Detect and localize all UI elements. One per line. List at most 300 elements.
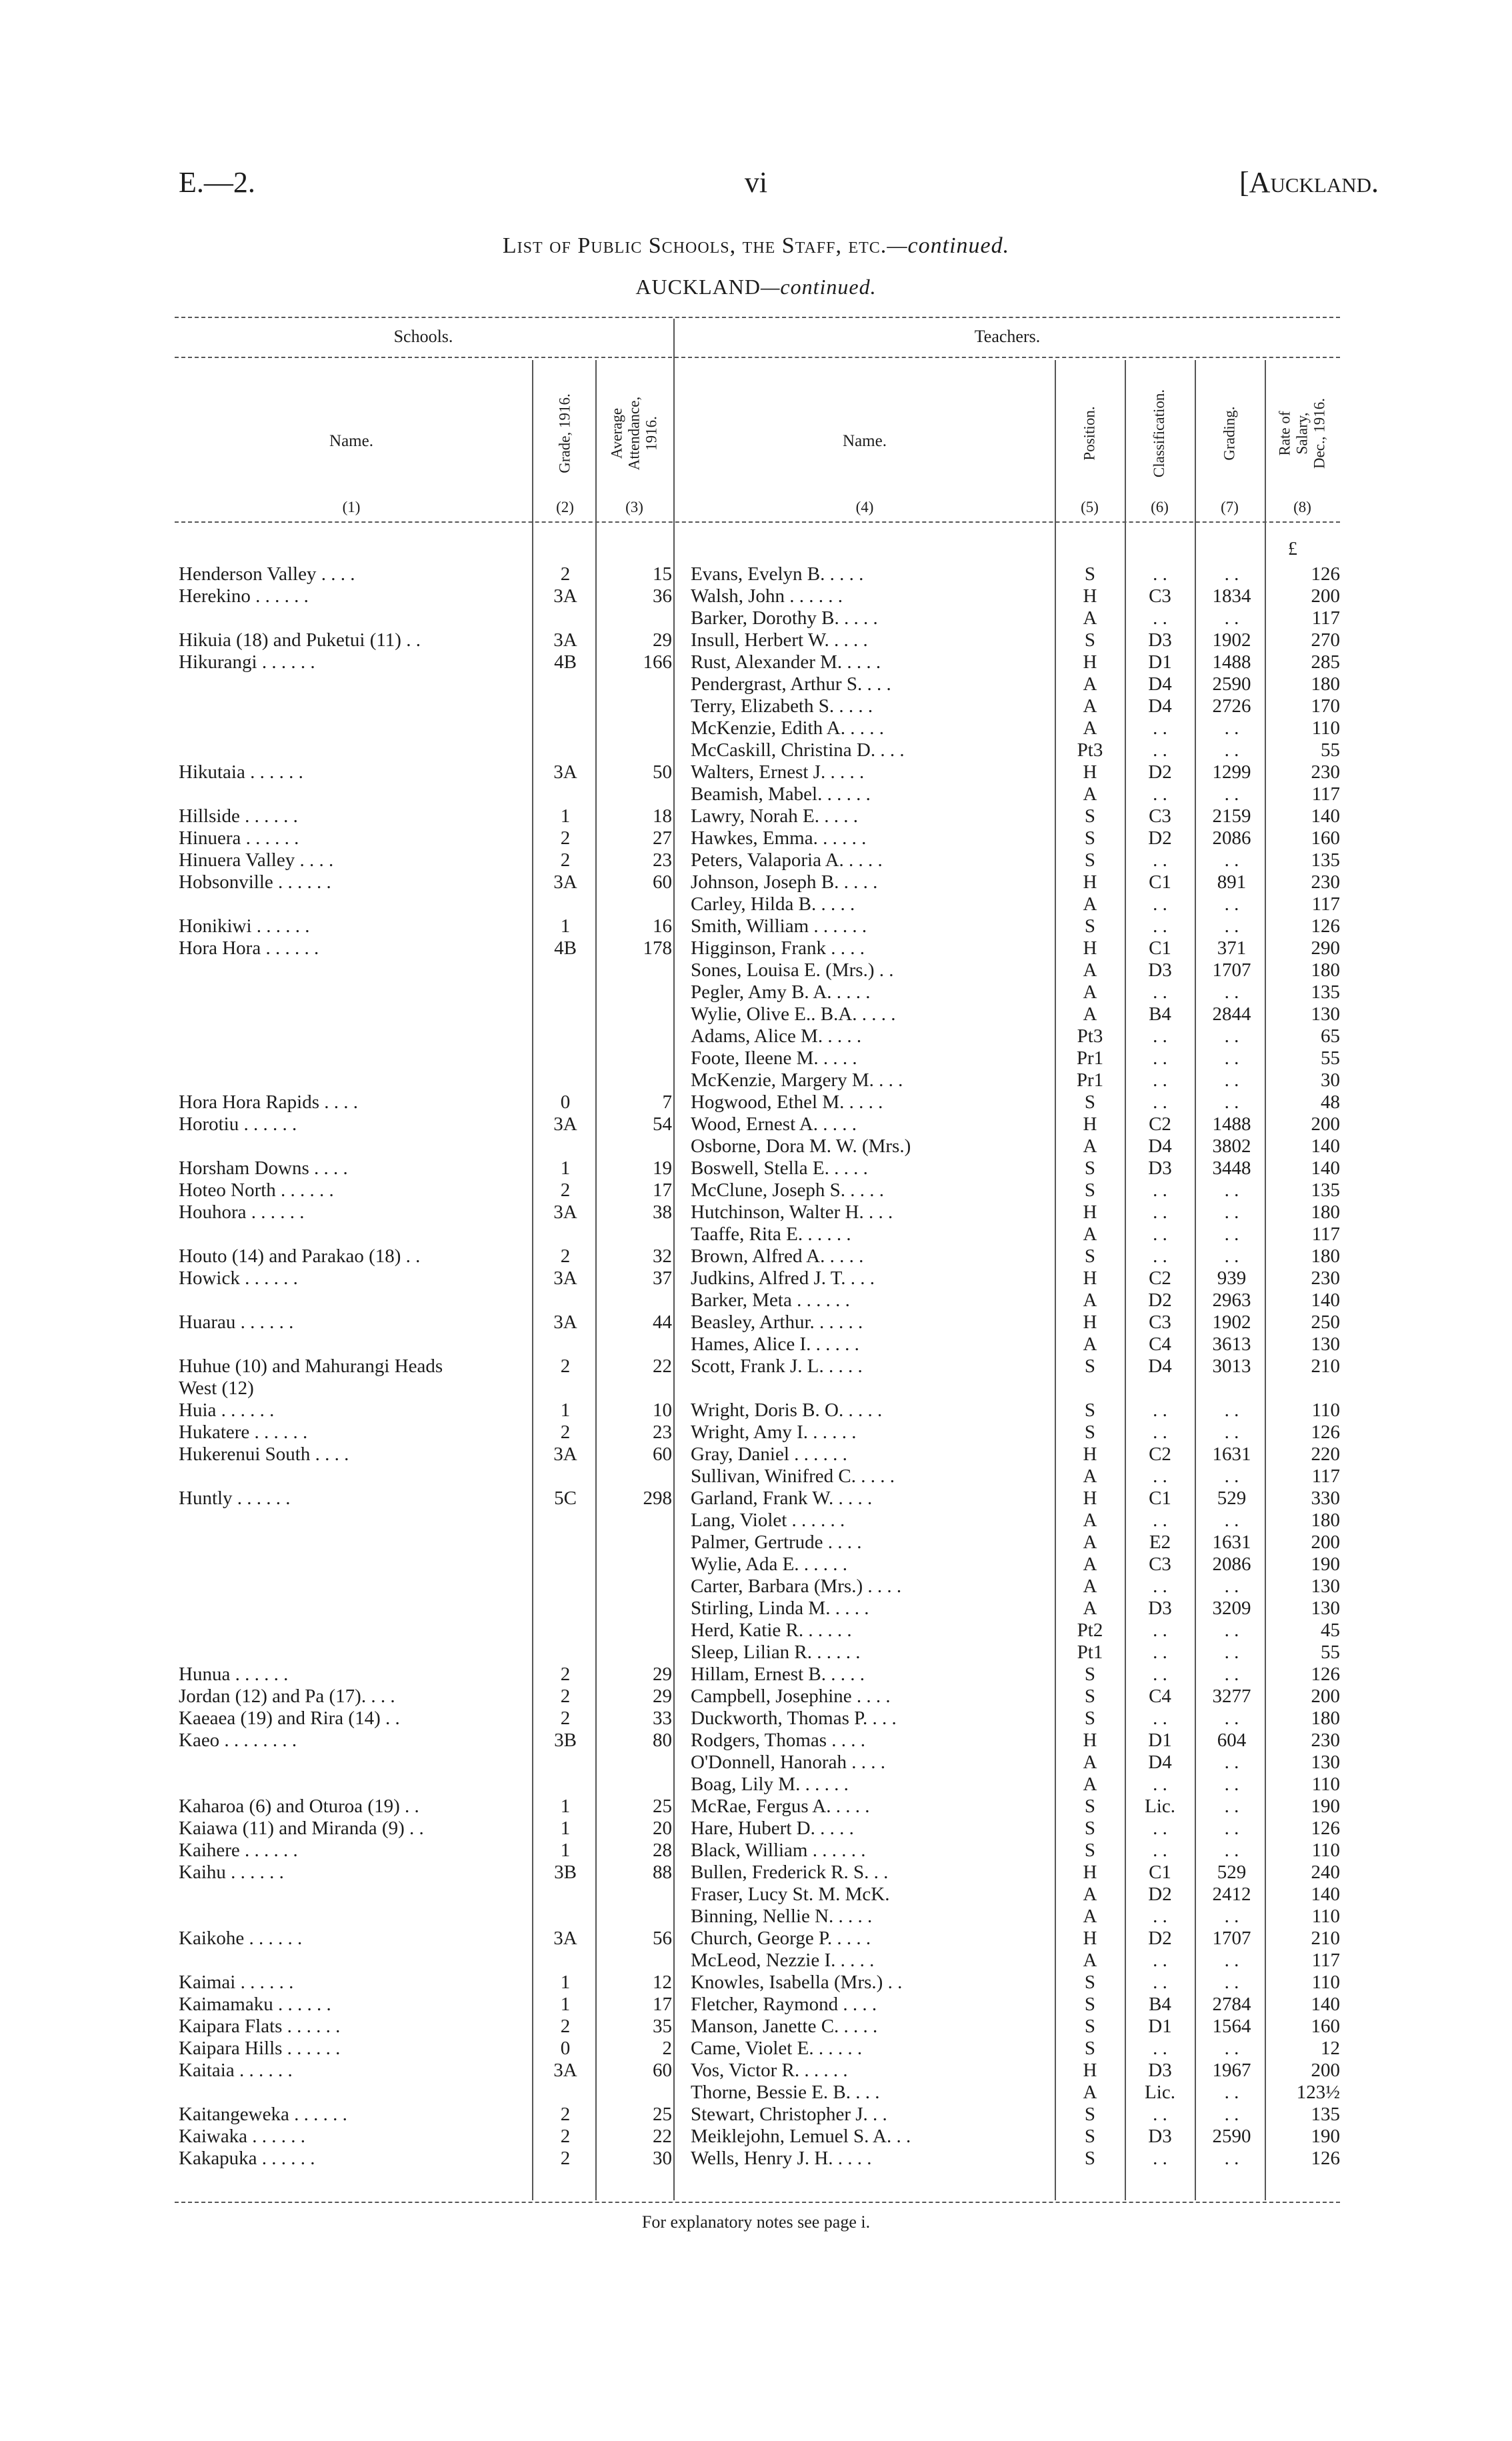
grading-cell: . . xyxy=(1224,1642,1239,1663)
classification-cell: . . xyxy=(1153,893,1167,915)
table-row xyxy=(0,1334,1512,1356)
school-name-cell: Hukerenui South . . . . xyxy=(179,1444,349,1465)
salary-cell: 270 xyxy=(1311,629,1340,651)
salary-cell: 230 xyxy=(1311,871,1340,893)
school-name-cell: Honikiwi . . . . . . xyxy=(179,915,310,937)
header-page-number: vi xyxy=(744,166,768,199)
position-cell: A xyxy=(1083,1752,1097,1773)
classification-cell: . . xyxy=(1153,915,1167,937)
table-row xyxy=(0,1950,1512,1972)
school-name-cell: Huntly . . . . . . xyxy=(179,1488,291,1509)
position-cell: Pt2 xyxy=(1077,1620,1103,1641)
table-row xyxy=(0,1157,1512,1179)
teacher-name-cell: Johnson, Joseph B. . . . . xyxy=(691,871,878,893)
header-left: E.—2. xyxy=(179,166,255,199)
grade-cell: 3A xyxy=(553,2060,577,2081)
attendance-cell: 18 xyxy=(653,805,672,827)
teacher-name-cell: Boag, Lily M. . . . . . xyxy=(691,1774,849,1795)
salary-cell: 12 xyxy=(1321,2038,1340,2059)
footer-note: For explanatory notes see page i. xyxy=(641,2212,871,2232)
teacher-name-cell: Stewart, Christopher J. . . xyxy=(691,2104,887,2125)
salary-cell: 210 xyxy=(1311,1928,1340,1949)
classification-cell: . . xyxy=(1153,1047,1167,1069)
teacher-name-cell: Sullivan, Winifred C. . . . . xyxy=(691,1466,895,1487)
teacher-name-cell: Barker, Dorothy B. . . . . xyxy=(691,607,878,629)
grading-cell: . . xyxy=(1224,981,1239,1003)
grading-cell: . . xyxy=(1224,1576,1239,1597)
school-name-cell: Hikutaia . . . . . . xyxy=(179,761,303,783)
grade-cell: 5C xyxy=(554,1488,577,1509)
teacher-name-cell: Smith, William . . . . . . xyxy=(691,915,867,937)
salary-cell: 230 xyxy=(1311,1730,1340,1751)
grading-cell: . . xyxy=(1224,1510,1239,1531)
teacher-name-cell: Knowles, Isabella (Mrs.) . . xyxy=(691,1972,903,1993)
attendance-cell: 29 xyxy=(653,1686,672,1707)
table-row xyxy=(0,1246,1512,1268)
teacher-name-cell: Sleep, Lilian R. . . . . . xyxy=(691,1642,861,1663)
attendance-cell: 38 xyxy=(653,1201,672,1223)
classification-cell: C2 xyxy=(1149,1113,1171,1135)
table-row xyxy=(0,1422,1512,1444)
table-row xyxy=(0,1620,1512,1642)
grading-cell: 1564 xyxy=(1212,2016,1251,2037)
grade-cell: 1 xyxy=(560,1157,571,1179)
table-row xyxy=(0,2060,1512,2082)
grading-cell: . . xyxy=(1224,1201,1239,1223)
col-header-salary: Rate of Salary, Dec., 1916. xyxy=(1276,397,1328,469)
table-row xyxy=(0,761,1512,783)
classification-cell: D4 xyxy=(1148,673,1172,695)
position-cell: A xyxy=(1083,783,1097,805)
salary-cell: 110 xyxy=(1311,1400,1340,1421)
salary-cell: 126 xyxy=(1311,1664,1340,1685)
teacher-name-cell: Wright, Doris B. O. . . . . xyxy=(691,1400,883,1421)
salary-cell: 140 xyxy=(1311,1290,1340,1311)
salary-cell: 117 xyxy=(1311,1224,1340,1245)
grading-cell: 529 xyxy=(1217,1862,1247,1883)
attendance-cell: 15 xyxy=(653,563,672,585)
group-rule-schools xyxy=(175,357,672,358)
teacher-name-cell: Palmer, Gertrude . . . . xyxy=(691,1532,862,1553)
grading-cell: 1902 xyxy=(1212,1312,1251,1333)
teacher-name-cell: Rodgers, Thomas . . . . xyxy=(691,1730,866,1751)
attendance-cell: 23 xyxy=(653,849,672,871)
classification-cell: . . xyxy=(1153,2038,1167,2059)
position-cell: A xyxy=(1083,1532,1097,1553)
teacher-name-cell: Sones, Louisa E. (Mrs.) . . xyxy=(691,959,894,981)
table-row xyxy=(0,1554,1512,1576)
classification-cell: D3 xyxy=(1148,2126,1172,2147)
table-row xyxy=(0,1796,1512,1818)
classification-cell: D3 xyxy=(1148,1598,1172,1619)
salary-cell: 180 xyxy=(1311,959,1340,981)
teacher-name-cell: Pegler, Amy B. A. . . . . xyxy=(691,981,871,1003)
salary-cell: 140 xyxy=(1311,1135,1340,1157)
salary-cell: 140 xyxy=(1311,1157,1340,1179)
classification-cell: B4 xyxy=(1149,1994,1171,2015)
classification-cell: . . xyxy=(1153,1201,1167,1223)
classification-cell: D3 xyxy=(1148,629,1172,651)
teacher-name-cell: Hare, Hubert D. . . . . xyxy=(691,1818,854,1839)
school-name-cell: Hinuera . . . . . . xyxy=(179,827,299,849)
salary-cell: 117 xyxy=(1311,893,1340,915)
classification-cell: C3 xyxy=(1149,805,1171,827)
position-cell: A xyxy=(1083,607,1097,629)
teacher-name-cell: McClune, Joseph S. . . . . xyxy=(691,1179,884,1201)
position-cell: H xyxy=(1083,1312,1097,1333)
attendance-cell: 80 xyxy=(653,1730,672,1751)
classification-cell: C1 xyxy=(1149,1488,1171,1509)
table-row xyxy=(0,1642,1512,1664)
teacher-name-cell: Lawry, Norah E. . . . . xyxy=(691,805,858,827)
attendance-cell: 25 xyxy=(653,1796,672,1817)
position-cell: S xyxy=(1084,1356,1096,1377)
position-cell: A xyxy=(1083,2082,1097,2103)
school-name-cell: Kaikohe . . . . . . xyxy=(179,1928,303,1949)
classification-cell: C3 xyxy=(1149,585,1171,607)
grading-cell: . . xyxy=(1224,607,1239,629)
table-row xyxy=(0,1069,1512,1091)
grading-cell: 529 xyxy=(1217,1488,1247,1509)
group-rule-teachers xyxy=(675,357,1340,358)
attendance-cell: 37 xyxy=(653,1268,672,1289)
school-name-cell: Kaitaia . . . . . . xyxy=(179,2060,293,2081)
grading-cell: 371 xyxy=(1217,937,1247,959)
attendance-cell: 22 xyxy=(653,1356,672,1377)
position-cell: S xyxy=(1084,1091,1096,1113)
grade-cell: 2 xyxy=(560,2126,571,2147)
grading-cell: 2086 xyxy=(1212,1554,1251,1575)
teacher-name-cell: Hames, Alice I. . . . . . xyxy=(691,1334,859,1355)
col-header-grading: Grading. xyxy=(1221,406,1238,461)
grade-cell: 2 xyxy=(560,1686,571,1707)
teacher-name-cell: Vos, Victor R. . . . . . xyxy=(691,2060,848,2081)
salary-cell: 135 xyxy=(1311,849,1340,871)
teacher-name-cell: Fletcher, Raymond . . . . xyxy=(691,1994,877,2015)
grading-cell: . . xyxy=(1224,1047,1239,1069)
teacher-name-cell: McKenzie, Margery M. . . . xyxy=(691,1069,903,1091)
grade-cell: 3A xyxy=(553,1312,577,1333)
table-row xyxy=(0,1576,1512,1598)
teacher-name-cell: Gray, Daniel . . . . . . xyxy=(691,1444,847,1465)
grade-cell: 4B xyxy=(554,937,577,959)
teacher-name-cell: McKenzie, Edith A. . . . . xyxy=(691,717,884,739)
table-row xyxy=(0,1268,1512,1290)
grade-cell: 3B xyxy=(554,1730,577,1751)
teacher-name-cell: Stirling, Linda M. . . . . xyxy=(691,1598,869,1619)
grade-cell: 1 xyxy=(560,1840,571,1861)
position-cell: S xyxy=(1084,1796,1096,1817)
table-row xyxy=(0,2104,1512,2126)
classification-cell: . . xyxy=(1153,1466,1167,1487)
classification-cell: E2 xyxy=(1149,1532,1171,1553)
grading-cell: 604 xyxy=(1217,1730,1247,1751)
attendance-cell: 17 xyxy=(653,1179,672,1201)
table-row xyxy=(0,585,1512,607)
grade-cell: 3A xyxy=(553,1928,577,1949)
grading-cell: . . xyxy=(1224,1950,1239,1971)
school-name-cell: Hikuia (18) and Puketui (11) . . xyxy=(179,629,421,651)
classification-cell: D3 xyxy=(1148,1157,1172,1179)
position-cell: H xyxy=(1083,1201,1097,1223)
position-cell: S xyxy=(1084,827,1096,849)
classification-cell: D3 xyxy=(1148,959,1172,981)
salary-cell: 200 xyxy=(1311,1113,1340,1135)
school-name-cell: Henderson Valley . . . . xyxy=(179,563,355,585)
table-row xyxy=(0,1972,1512,1994)
table-row xyxy=(0,1818,1512,1840)
table-row xyxy=(0,1994,1512,2016)
teacher-name-cell: Foote, Ileene M. . . . . xyxy=(691,1047,857,1069)
school-name-cell: Hukatere . . . . . . xyxy=(179,1422,308,1443)
table-row xyxy=(0,1025,1512,1047)
attendance-cell: 56 xyxy=(653,1928,672,1949)
grading-cell: . . xyxy=(1224,783,1239,805)
classification-cell: . . xyxy=(1153,717,1167,739)
table-row xyxy=(0,2082,1512,2104)
attendance-cell: 33 xyxy=(653,1708,672,1729)
table-row xyxy=(0,1466,1512,1488)
school-name-cell: Huia . . . . . . xyxy=(179,1400,275,1421)
teacher-name-cell: Wylie, Ada E. . . . . . xyxy=(691,1554,848,1575)
header-bottom-rule xyxy=(175,521,1340,523)
position-cell: A xyxy=(1083,695,1097,717)
grading-cell: . . xyxy=(1224,1708,1239,1729)
table-row xyxy=(0,695,1512,717)
salary-cell: 285 xyxy=(1311,651,1340,673)
attendance-cell: 30 xyxy=(653,2148,672,2169)
salary-cell: 240 xyxy=(1311,1862,1340,1883)
position-cell: S xyxy=(1084,1818,1096,1839)
table-row xyxy=(0,1862,1512,1884)
teacher-name-cell: Binning, Nellie N. . . . . xyxy=(691,1906,873,1927)
table-bottom-rule xyxy=(175,2202,1340,2203)
school-name-cell: Kaeo . . . . . . . . xyxy=(179,1730,297,1751)
grading-cell: . . xyxy=(1224,1400,1239,1421)
position-cell: A xyxy=(1083,1554,1097,1575)
salary-cell: 117 xyxy=(1311,1950,1340,1971)
table-row xyxy=(0,1928,1512,1950)
position-cell: H xyxy=(1083,1488,1097,1509)
grading-cell: . . xyxy=(1224,1025,1239,1047)
salary-cell: 110 xyxy=(1311,717,1340,739)
grading-cell: 1631 xyxy=(1212,1532,1251,1553)
attendance-cell: 298 xyxy=(643,1488,672,1509)
salary-cell: 130 xyxy=(1311,1576,1340,1597)
position-cell: Pr1 xyxy=(1076,1047,1104,1069)
attendance-cell: 60 xyxy=(653,1444,672,1465)
teacher-name-cell: Meiklejohn, Lemuel S. A. . . xyxy=(691,2126,911,2147)
attendance-cell: 23 xyxy=(653,1422,672,1443)
salary-cell: 190 xyxy=(1311,1554,1340,1575)
grading-cell: 1299 xyxy=(1212,761,1251,783)
grade-cell: 1 xyxy=(560,1818,571,1839)
classification-cell: D4 xyxy=(1148,1356,1172,1377)
teacher-name-cell: McRae, Fergus A. . . . . xyxy=(691,1796,870,1817)
salary-cell: 180 xyxy=(1311,673,1340,695)
grading-cell: 891 xyxy=(1217,871,1247,893)
position-cell: A xyxy=(1083,1224,1097,1245)
table-row xyxy=(0,563,1512,585)
school-name-cell: Hikurangi . . . . . . xyxy=(179,651,315,673)
page-title-main: List of Public Schools, the Staff, etc. xyxy=(502,233,887,258)
table-row xyxy=(0,2016,1512,2038)
classification-cell: . . xyxy=(1153,1642,1167,1663)
grade-cell: 0 xyxy=(560,1091,571,1113)
position-cell: S xyxy=(1084,1179,1096,1201)
salary-cell: 290 xyxy=(1311,937,1340,959)
teacher-name-cell: O'Donnell, Hanorah . . . . xyxy=(691,1752,885,1773)
position-cell: H xyxy=(1083,585,1097,607)
classification-cell: D3 xyxy=(1148,2060,1172,2081)
classification-cell: . . xyxy=(1153,1708,1167,1729)
col-number-7: (7) xyxy=(1221,499,1239,515)
attendance-cell: 2 xyxy=(662,2038,672,2059)
grade-cell: 2 xyxy=(560,1356,571,1377)
table-row xyxy=(0,1884,1512,1906)
position-cell: Pt1 xyxy=(1077,1642,1103,1663)
position-cell: S xyxy=(1084,1840,1096,1861)
salary-cell: 220 xyxy=(1311,1444,1340,1465)
salary-cell: 45 xyxy=(1321,1620,1340,1641)
page-title xyxy=(0,233,1512,259)
teacher-name-cell: Insull, Herbert W. . . . . xyxy=(691,629,868,651)
grading-cell: . . xyxy=(1224,849,1239,871)
position-cell: A xyxy=(1083,1598,1097,1619)
school-name-cell: Kaharoa (6) and Oturoa (19) . . xyxy=(179,1796,419,1817)
classification-cell: . . xyxy=(1153,849,1167,871)
classification-cell: B4 xyxy=(1149,1003,1171,1025)
grading-cell: 1967 xyxy=(1212,2060,1251,2081)
position-cell: A xyxy=(1083,959,1097,981)
classification-cell: . . xyxy=(1153,1246,1167,1267)
attendance-cell: 178 xyxy=(643,937,672,959)
teacher-name-cell: Evans, Evelyn B. . . . . xyxy=(691,563,864,585)
teacher-name-cell: Wright, Amy I. . . . . . xyxy=(691,1422,857,1443)
salary-cell: 140 xyxy=(1311,1994,1340,2015)
position-cell: S xyxy=(1084,1400,1096,1421)
teacher-name-cell: Came, Violet E. . . . . . xyxy=(691,2038,863,2059)
school-name-cell: Kaimai . . . . . . xyxy=(179,1972,294,1993)
salary-cell: 170 xyxy=(1311,695,1340,717)
table-row xyxy=(0,1312,1512,1334)
teacher-name-cell: Judkins, Alfred J. T. . . . xyxy=(691,1268,875,1289)
teacher-name-cell: Hogwood, Ethel M. . . . . xyxy=(691,1091,883,1113)
attendance-cell: 10 xyxy=(653,1400,672,1421)
classification-cell: . . xyxy=(1153,1818,1167,1839)
position-cell: S xyxy=(1084,1708,1096,1729)
grading-cell: . . xyxy=(1224,1179,1239,1201)
grading-cell: . . xyxy=(1224,1774,1239,1795)
table-row xyxy=(0,1598,1512,1620)
table-row xyxy=(0,673,1512,695)
grading-cell: . . xyxy=(1224,1246,1239,1267)
classification-cell: D4 xyxy=(1148,1752,1172,1773)
school-name-cell: Horotiu . . . . . . xyxy=(179,1113,297,1135)
grading-cell: 1707 xyxy=(1212,1928,1251,1949)
position-cell: S xyxy=(1084,1157,1096,1179)
grade-cell: 1 xyxy=(560,1796,571,1817)
classification-cell: D1 xyxy=(1148,651,1172,673)
classification-cell: C2 xyxy=(1149,1444,1171,1465)
table-row xyxy=(0,1730,1512,1752)
grade-cell: 2 xyxy=(560,1422,571,1443)
school-name-cell: Horsham Downs . . . . xyxy=(179,1157,348,1179)
teacher-name-cell: Scott, Frank J. L. . . . . xyxy=(691,1356,863,1377)
grading-cell: . . xyxy=(1224,1840,1239,1861)
grading-cell: . . xyxy=(1224,1069,1239,1091)
table-top-rule xyxy=(175,317,1340,318)
grading-cell: . . xyxy=(1224,1664,1239,1685)
classification-cell: . . xyxy=(1153,1840,1167,1861)
classification-cell: . . xyxy=(1153,1091,1167,1113)
attendance-cell: 29 xyxy=(653,629,672,651)
teacher-name-cell: Barker, Meta . . . . . . xyxy=(691,1290,850,1311)
attendance-cell: 22 xyxy=(653,2126,672,2147)
header-right: [Auckland. xyxy=(1239,166,1379,199)
teacher-name-cell: Bullen, Frederick R. S. . . xyxy=(691,1862,889,1883)
teacher-name-cell: Manson, Janette C. . . . . xyxy=(691,2016,878,2037)
school-name-cell: Kaipara Flats . . . . . . xyxy=(179,2016,341,2037)
school-name-cell: Herekino . . . . . . xyxy=(179,585,309,607)
classification-cell: C2 xyxy=(1149,1268,1171,1289)
page-subtitle xyxy=(0,275,1512,299)
grading-cell: 2726 xyxy=(1212,695,1251,717)
school-name-cell: Houto (14) and Parakao (18) . . xyxy=(179,1246,421,1267)
attendance-cell: 28 xyxy=(653,1840,672,1861)
salary-cell: 126 xyxy=(1311,1818,1340,1839)
school-name-cell: Kaiwaka . . . . . . xyxy=(179,2126,306,2147)
position-cell: S xyxy=(1084,2038,1096,2059)
table-row xyxy=(0,959,1512,981)
attendance-cell: 54 xyxy=(653,1113,672,1135)
grading-cell: 2784 xyxy=(1212,1994,1251,2015)
classification-cell: C1 xyxy=(1149,1862,1171,1883)
page-subtitle-continued: —continued. xyxy=(760,275,877,299)
salary-cell: 126 xyxy=(1311,1422,1340,1443)
group-header-teachers: Teachers. xyxy=(974,327,1041,346)
table-row xyxy=(0,1708,1512,1730)
salary-cell: 126 xyxy=(1311,915,1340,937)
table-row xyxy=(0,629,1512,651)
classification-cell: C3 xyxy=(1149,1312,1171,1333)
position-cell: S xyxy=(1084,849,1096,871)
grading-cell: . . xyxy=(1224,2148,1239,2169)
classification-cell: C1 xyxy=(1149,937,1171,959)
attendance-cell: 29 xyxy=(653,1664,672,1685)
position-cell: H xyxy=(1083,761,1097,783)
position-cell: H xyxy=(1083,1730,1097,1751)
grade-cell: 1 xyxy=(560,915,571,937)
grade-cell: 2 xyxy=(560,1246,571,1267)
grading-cell: . . xyxy=(1224,1091,1239,1113)
attendance-cell: 7 xyxy=(662,1091,672,1113)
grade-cell: 3A xyxy=(553,871,577,893)
position-cell: Pt3 xyxy=(1077,739,1103,761)
salary-cell: 140 xyxy=(1311,805,1340,827)
classification-cell: Lic. xyxy=(1145,1796,1175,1817)
salary-cell: 135 xyxy=(1311,981,1340,1003)
table-row xyxy=(0,739,1512,761)
teacher-name-cell: Wells, Henry J. H. . . . . xyxy=(691,2148,872,2169)
salary-cell: 135 xyxy=(1311,1179,1340,1201)
grade-cell: 3A xyxy=(553,585,577,607)
salary-cell: 210 xyxy=(1311,1356,1340,1377)
grading-cell: 2590 xyxy=(1212,673,1251,695)
position-cell: H xyxy=(1083,871,1097,893)
position-cell: S xyxy=(1084,1972,1096,1993)
table-row xyxy=(0,1510,1512,1532)
